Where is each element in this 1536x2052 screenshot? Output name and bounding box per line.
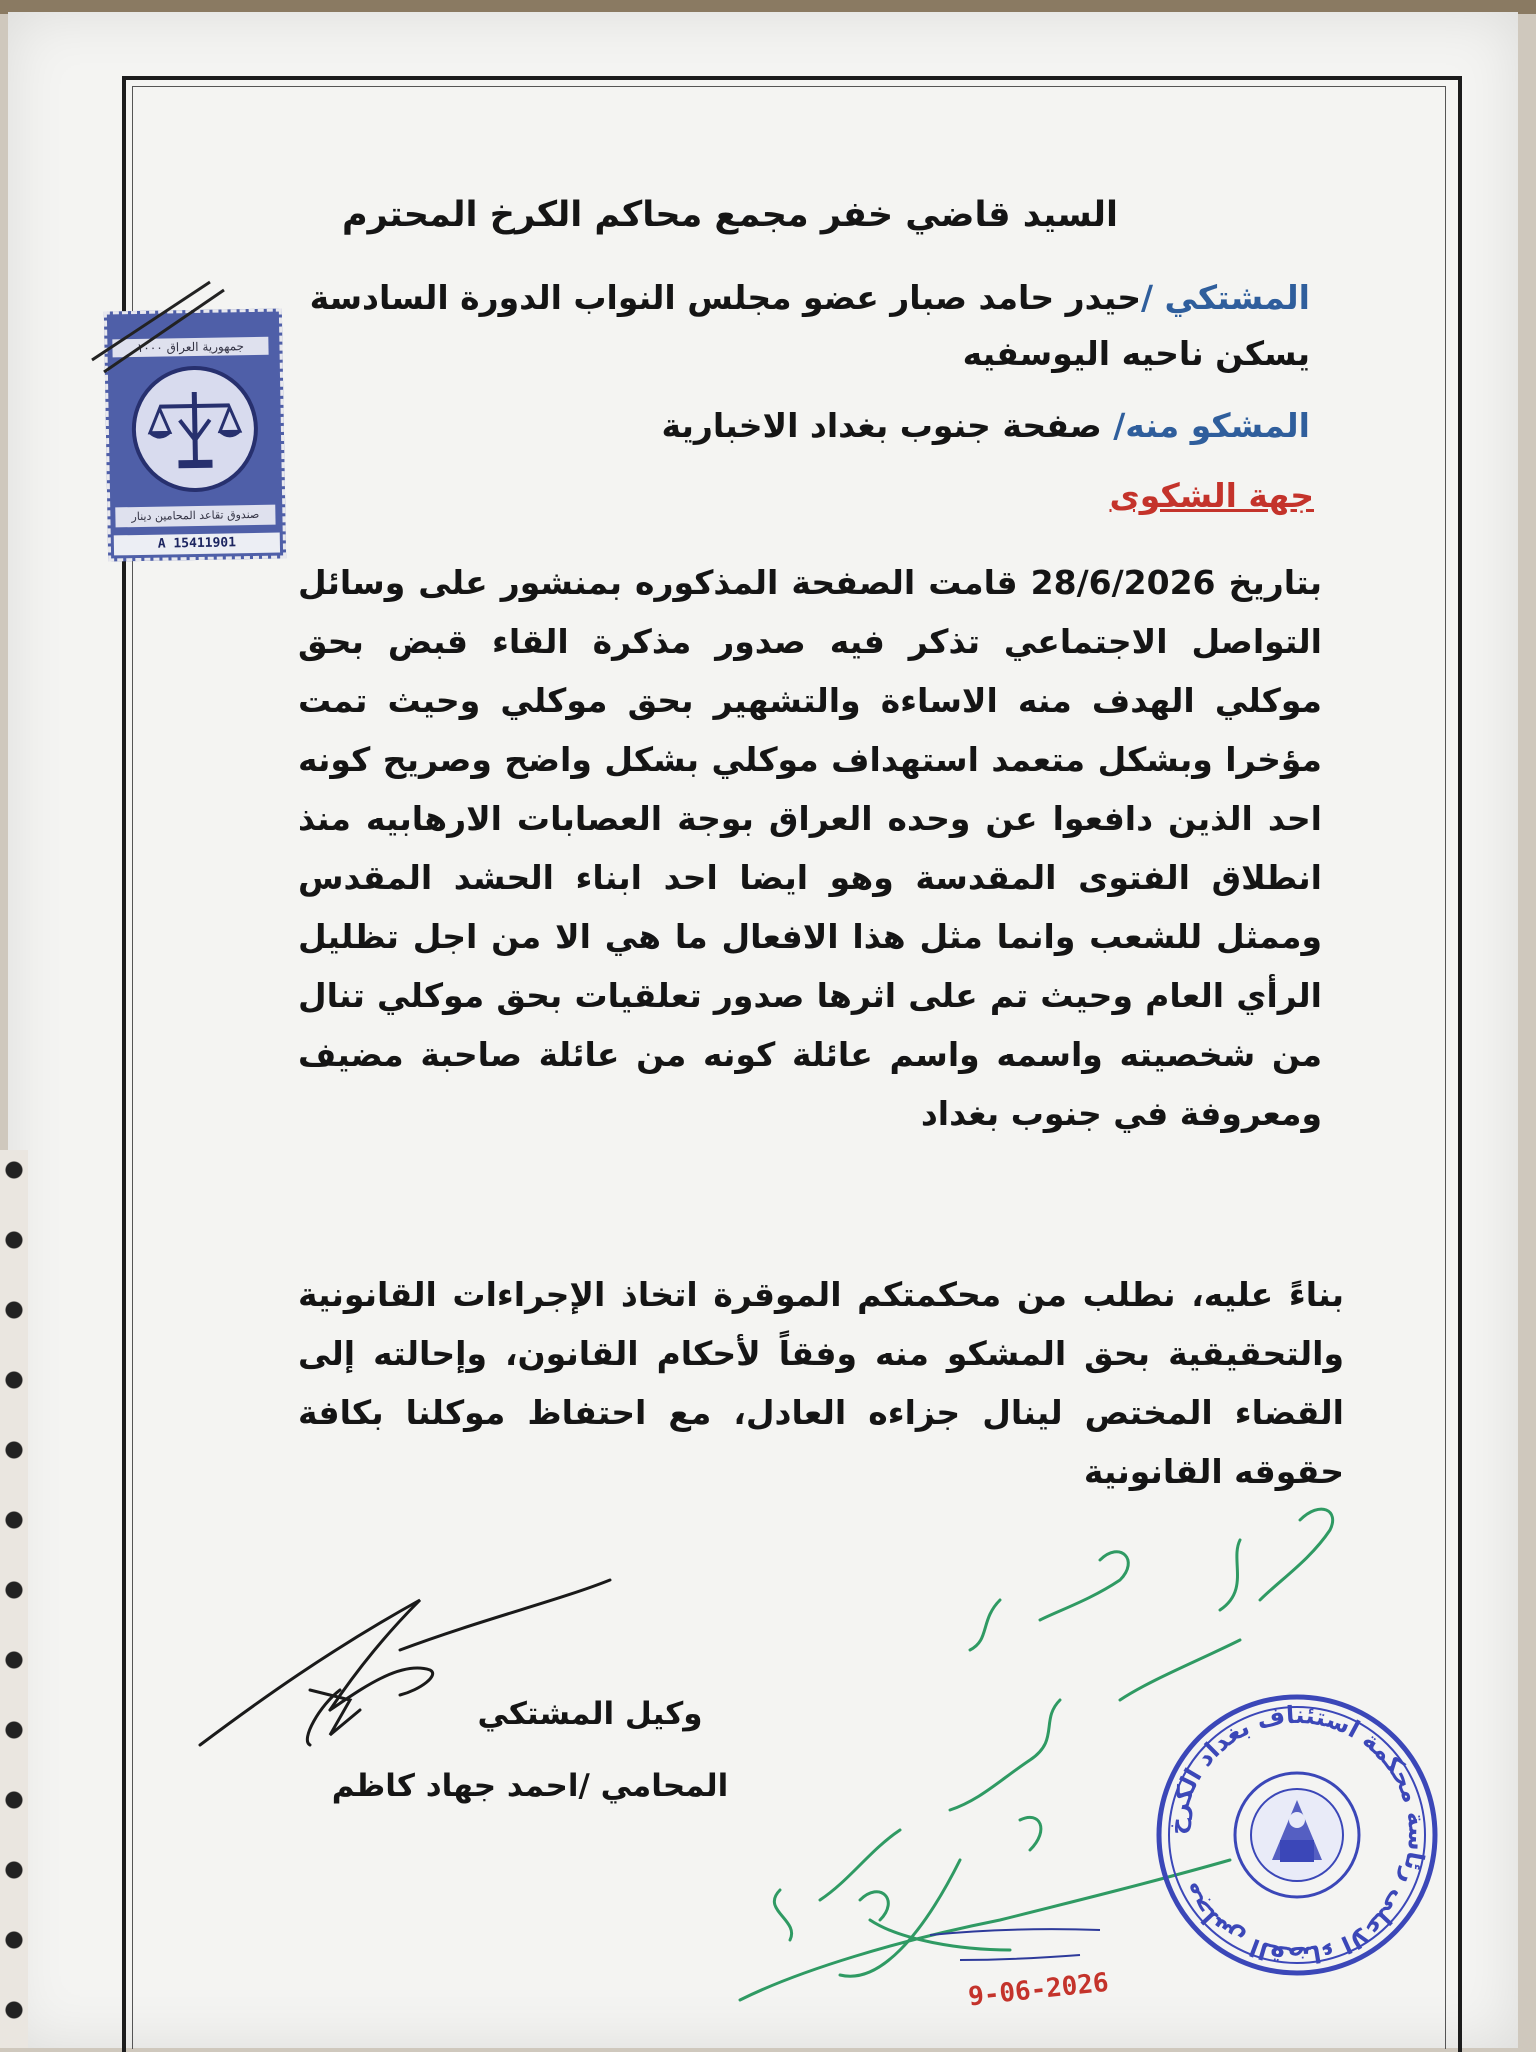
fiscal-stamp-serial: A 15411901 bbox=[114, 533, 280, 556]
signature-role: وكيل المشتكي bbox=[477, 1696, 703, 1732]
fiscal-stamp-header bbox=[112, 337, 268, 358]
defendant-line bbox=[300, 398, 1310, 454]
complainant-text: حيدر حامد صبار عضو مجلس النواب الدورة السادسة يسكن ناحيه اليوسفيه bbox=[309, 278, 1310, 373]
complainant-label: المشتكي / bbox=[1141, 278, 1310, 317]
background-fabric bbox=[0, 1150, 28, 2048]
seal-date: 9-06-2026 bbox=[966, 1967, 1111, 2013]
court-seal bbox=[1152, 1690, 1442, 1980]
complaint-body: بتاريخ 28/6/2026 قامت الصفحة المذكوره بمنشور على وسائل التواصل الاجتماعي تذكر فيه صدور مذكرة القاء قبض بحق موكلي الهدف منه الاساءة والتشهير بحق موكلي وحيث تمت مؤخرا وبشكل متعمد استهداف موكلي بشكل واضح وصريح كونه احد الذين دافعوا عن وحده العراق بوجة العصابات الارهابيه منذ انطلاق الفتوى المقدسة وهو ايضا احد ابناء الحشد المقدس وممثل للشعب وانما مثل هذا الافعال ما هي الا من اجل تظليل الرأي العام وحيث تم على اثرها صدور تعلقيات بحق موكلي تنال من شخصيته واسمه واسم عائلة كونه من عائلة صاحبة مضيف ومعروفة في جنوب بغداد bbox=[298, 563, 1322, 1133]
closing-request: بناءً عليه، نطلب من محكمتكم الموقرة اتخاذ الإجراءات القانونية والتحقيقية بحق المشكو منه وفقاً لأحكام القانون، وإحالته إلى القضاء المختص لينال جزاءه العادل، مع احتفاظ موكلنا بكافة حقوقه القانونية bbox=[298, 1275, 1344, 1491]
defendant-text: صفحة جنوب بغداد الاخبارية bbox=[661, 406, 1114, 445]
court-seal-text: مجلس القضاء الاعلى رئاسة محكمة استئناف بغداد الكرخ bbox=[1162, 1700, 1432, 1970]
complainant-line bbox=[300, 270, 1310, 382]
signature-name: المحامي /احمد جهاد كاظم bbox=[331, 1768, 729, 1804]
scales-of-justice-icon bbox=[131, 365, 259, 493]
fiscal-stamp-value: ١٠٠٠ bbox=[136, 340, 163, 355]
fiscal-stamp-header-text: جمهورية العراق bbox=[166, 339, 245, 355]
defendant-label: المشكو منه/ bbox=[1113, 406, 1310, 445]
section-heading: جهة الشكوى bbox=[1109, 476, 1314, 515]
fiscal-stamp-footer: صندوق تقاعد المحامين دينار bbox=[115, 505, 275, 528]
emblem-icon bbox=[1251, 1789, 1343, 1881]
salutation: السيد قاضي خفر مجمع محاكم الكرخ المحترم bbox=[342, 195, 1118, 235]
fiscal-stamp bbox=[104, 308, 286, 561]
